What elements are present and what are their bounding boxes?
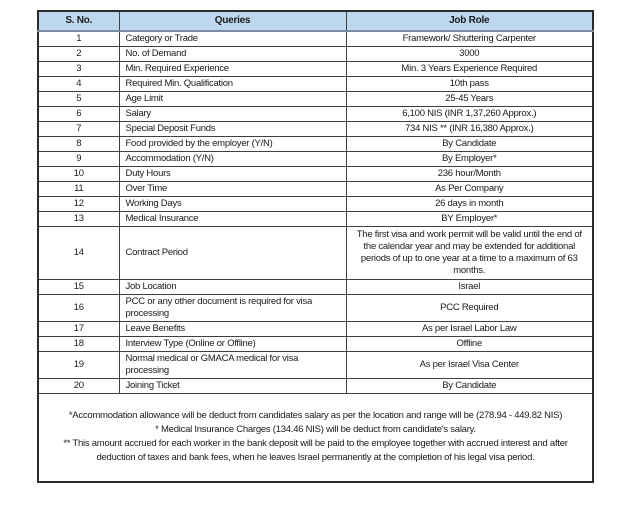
table-row (38, 122, 593, 137)
cell-job-role: The first visa and work permit will be valid until the end of the calendar year and may be extended for additional periods of up to one year at a time to a maximum of 63 months. (346, 227, 593, 280)
cell-query: Contract Period (119, 227, 346, 280)
cell-serial-number: 3 (38, 62, 119, 77)
table-row (38, 227, 593, 280)
column-header-serial-number: S. No. (38, 11, 119, 31)
cell-query: Required Min. Qualification (119, 77, 346, 92)
cell-job-role: By Candidate (346, 379, 593, 394)
table-row (38, 137, 593, 152)
cell-query: Interview Type (Online or Offline) (119, 337, 346, 352)
cell-query: Category or Trade (119, 31, 346, 47)
column-header-queries: Queries (119, 11, 346, 31)
cell-job-role: By Candidate (346, 137, 593, 152)
footnote-deposit-accrual: ** This amount accrued for each worker in the bank deposit will be paid to the employee together with accrued interest and after deduction of taxes and bank fees, when he leaves Israel permanently at the completion of his legal visa period. (63, 438, 568, 464)
table-row (38, 107, 593, 122)
table-header-row (38, 11, 593, 31)
cell-serial-number: 4 (38, 77, 119, 92)
cell-query: Accommodation (Y/N) (119, 152, 346, 167)
cell-job-role: 6,100 NIS (INR 1,37,260 Approx.) (346, 107, 593, 122)
cell-query: Min. Required Experience (119, 62, 346, 77)
table-row (38, 379, 593, 394)
cell-job-role: Framework/ Shuttering Carpenter (346, 31, 593, 47)
cell-job-role: As per Israel Labor Law (346, 322, 593, 337)
footnote-accommodation: *Accommodation allowance will be deduct from candidates salary as per the location and range will be (278.94 - 449.82 NIS) (68, 410, 563, 422)
table-row (38, 47, 593, 62)
table-row (38, 352, 593, 379)
cell-serial-number: 10 (38, 167, 119, 182)
cell-job-role: Israel (346, 280, 593, 295)
cell-job-role: Min. 3 Years Experience Required (346, 62, 593, 77)
cell-job-role: 734 NIS ** (INR 16,380 Approx.) (346, 122, 593, 137)
cell-query: Over Time (119, 182, 346, 197)
cell-query: Special Deposit Funds (119, 122, 346, 137)
cell-job-role: As Per Company (346, 182, 593, 197)
table-row (38, 152, 593, 167)
cell-query: Working Days (119, 197, 346, 212)
cell-serial-number: 16 (38, 295, 119, 322)
cell-query: Duty Hours (119, 167, 346, 182)
cell-query: Medical Insurance (119, 212, 346, 227)
cell-serial-number: 18 (38, 337, 119, 352)
cell-job-role: BY Employer* (346, 212, 593, 227)
cell-serial-number: 5 (38, 92, 119, 107)
cell-job-role: PCC Required (346, 295, 593, 322)
cell-query: Normal medical or GMACA medical for visa processing (119, 352, 346, 379)
cell-serial-number: 20 (38, 379, 119, 394)
cell-serial-number: 2 (38, 47, 119, 62)
cell-serial-number: 13 (38, 212, 119, 227)
cell-serial-number: 1 (38, 31, 119, 47)
cell-job-role: Offline (346, 337, 593, 352)
table-row (38, 92, 593, 107)
cell-query: No. of Demand (119, 47, 346, 62)
job-details-table (37, 10, 594, 483)
footnotes-cell (38, 394, 593, 482)
table-row (38, 62, 593, 77)
table-body (38, 31, 593, 482)
cell-query: Job Location (119, 280, 346, 295)
cell-serial-number: 14 (38, 227, 119, 280)
cell-job-role: 3000 (346, 47, 593, 62)
cell-serial-number: 7 (38, 122, 119, 137)
cell-serial-number: 9 (38, 152, 119, 167)
cell-serial-number: 11 (38, 182, 119, 197)
table-row (38, 182, 593, 197)
cell-query: PCC or any other document is required for visa processing (119, 295, 346, 322)
cell-serial-number: 12 (38, 197, 119, 212)
cell-serial-number: 15 (38, 280, 119, 295)
table-row (38, 295, 593, 322)
cell-job-role: By Employer* (346, 152, 593, 167)
cell-query: Salary (119, 107, 346, 122)
column-header-job-role: Job Role (346, 11, 593, 31)
table-row (38, 197, 593, 212)
table-row (38, 212, 593, 227)
footnotes-row (38, 394, 593, 482)
table-row (38, 77, 593, 92)
cell-query: Leave Benefits (119, 322, 346, 337)
cell-serial-number: 8 (38, 137, 119, 152)
cell-serial-number: 19 (38, 352, 119, 379)
cell-job-role: 26 days in month (346, 197, 593, 212)
cell-query: Age Limit (119, 92, 346, 107)
table-row (38, 280, 593, 295)
cell-query: Food provided by the employer (Y/N) (119, 137, 346, 152)
cell-job-role: 236 hour/Month (346, 167, 593, 182)
footnote-medical-insurance: * Medical Insurance Charges (134.46 NIS) will be deduct from candidate's salary. (155, 424, 476, 436)
cell-serial-number: 6 (38, 107, 119, 122)
cell-serial-number: 17 (38, 322, 119, 337)
cell-job-role: As per Israel Visa Center (346, 352, 593, 379)
cell-job-role: 10th pass (346, 77, 593, 92)
cell-query: Joining Ticket (119, 379, 346, 394)
table-row (38, 167, 593, 182)
table-row (38, 337, 593, 352)
table-row (38, 31, 593, 47)
table-row (38, 322, 593, 337)
cell-job-role: 25-45 Years (346, 92, 593, 107)
